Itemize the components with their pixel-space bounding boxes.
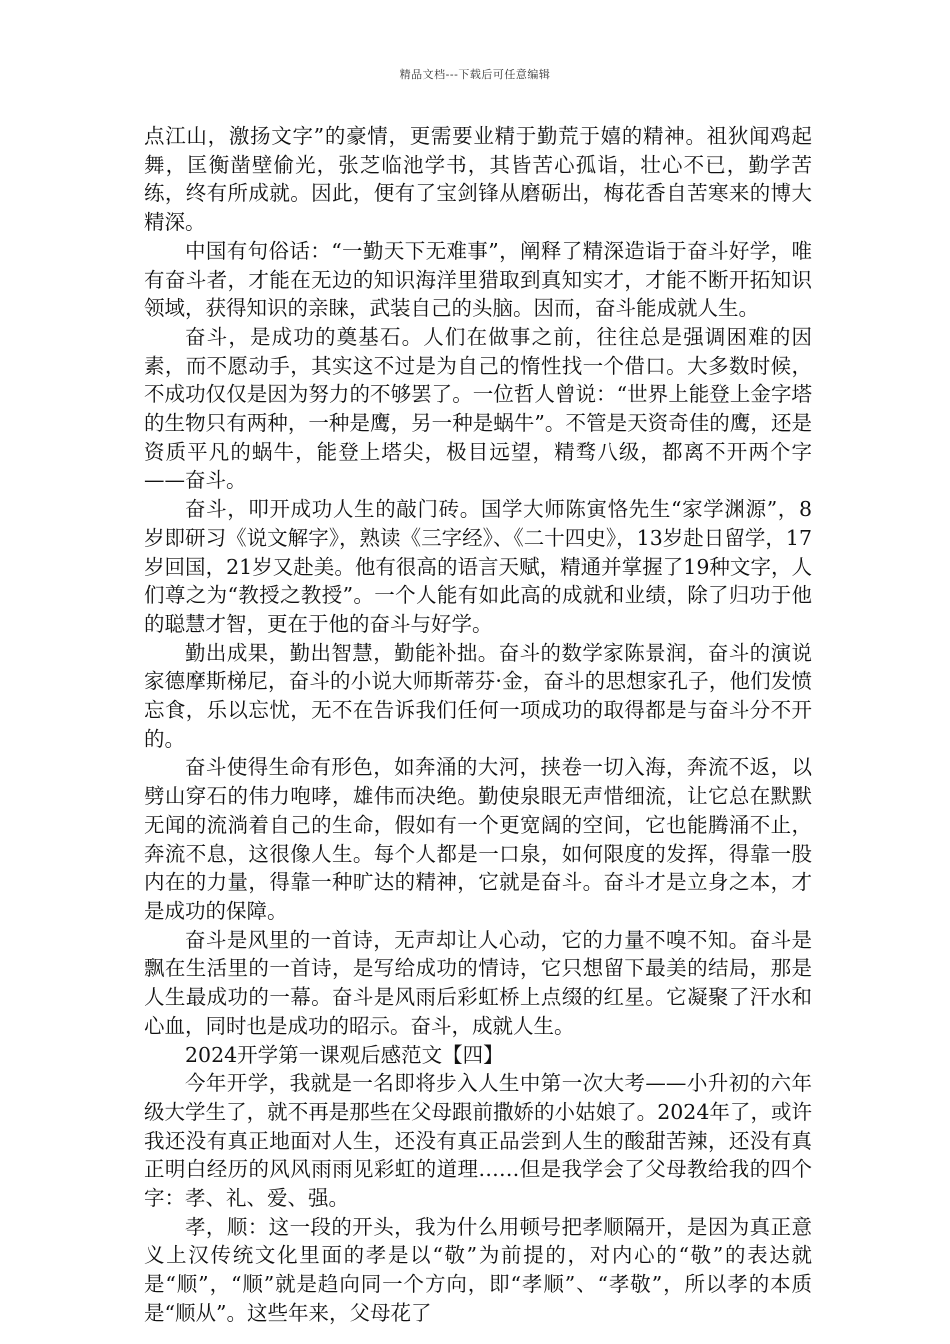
paragraph: 奋斗，叩开成功人生的敲门砖。国学大师陈寅恪先生“家学渊源”，8岁即研习《说文解字》，熟读《三字经》、《二十四史》，13岁赴日留学，17岁回国，21岁又赴美。他有很高的语言天赋，精通并掌握了19种文字，人们尊之为“教授之教授”。一个人能有如此高的成就和业绩，除了归功于他的聪慧才智，更在于他的奋斗与好学。: [144, 497, 812, 636]
document-body: [144, 122, 812, 1328]
paragraph: 今年开学，我就是一名即将步入人生中第一次大考——小升初的六年级大学生了，就不再是那些在父母跟前撒娇的小姑娘了。2024年了，或许我还没有真正地面对人生，还没有真正品尝到人生的酸甜苦辣，还没有真正明白经历的风风雨雨见彩虹的道理……但是我学会了父母教给我的四个字：孝、礼、爱、强。: [144, 1071, 812, 1211]
section-heading: 2024开学第一课观后感范文【四】: [185, 1042, 504, 1067]
paragraph-continuation: 点江山，激扬文字”的豪情，更需要业精于勤荒于嬉的精神。祖狄闻鸡起舞，匡衡凿壁偷光，张芝临池学书，其皆苦心孤诣，壮心不已，勤学苦练，终有所成就。因此，便有了宝剑锋从磨砺出，梅花香自苦寒来的博大精深。: [144, 124, 812, 235]
paragraph: 奋斗使得生命有形色，如奔涌的大河，挟卷一切入海，奔流不返，以劈山穿石的伟力咆哮，雄伟而决绝。勤使泉眼无声惜细流，让它总在默默无闻的流淌着自己的生命，假如有一个更宽阔的空间，它也能腾涌不止，奔流不息，这很像人生。每个人都是一口泉，如何限度的发挥，得靠一股内在的力量，得靠一种旷达的精神，它就是奋斗。奋斗才是立身之本，才是成功的保障。: [144, 755, 812, 923]
paragraph: 孝，顺：这一段的开头，我为什么用顿号把孝顺隔开，是因为真正意义上汉传统文化里面的孝是以“敬”为前提的，对内心的“敬”的表达就是“顺”，“顺”就是趋向同一个方向，即“孝顺”、“孝敬”，所以孝的本质是“顺从”。这些年来，父母花了: [144, 1214, 812, 1325]
paragraph: 奋斗是风里的一首诗，无声却让人心动，它的力量不嗅不知。奋斗是飘在生活里的一首诗，是写给成功的情诗，它只想留下最美的结局，那是人生最成功的一幕。奋斗是风雨后彩虹桥上点缀的红星。它凝聚了汗水和心血，同时也是成功的昭示。奋斗，成就人生。: [144, 927, 812, 1038]
paragraph: 奋斗，是成功的奠基石。人们在做事之前，往往总是强调困难的因素，而不愿动手，其实这不过是为自己的惰性找一个借口。大多数时候，不成功仅仅是因为努力的不够罢了。一位哲人曾说：“世界上能登上金字塔的生物只有两种，一种是鹰，另一种是蜗牛”。不管是天资奇佳的鹰，还是资质平凡的蜗牛，能登上塔尖，极目远望，精骛八级，都离不开两个字——奋斗。: [144, 324, 812, 493]
paragraph: 中国有句俗话：“一勤天下无难事”，阐释了精深造诣于奋斗好学，唯有奋斗者，才能在无边的知识海洋里猎取到真知实才，才能不断开拓知识领域，获得知识的亲睐，武装自己的头脑。因而，奋斗能成就人生。: [144, 238, 812, 321]
page-header: 精品文档---下载后可任意编辑: [399, 68, 551, 81]
paragraph: 勤出成果，勤出智慧，勤能补拙。奋斗的数学家陈景润，奋斗的演说家德摩斯梯尼，奋斗的小说大师斯蒂芬·金，奋斗的思想家孔子，他们发愤忘食，乐以忘忧，无不在告诉我们任何一项成功的取得都是与奋斗分不开的。: [144, 640, 812, 751]
